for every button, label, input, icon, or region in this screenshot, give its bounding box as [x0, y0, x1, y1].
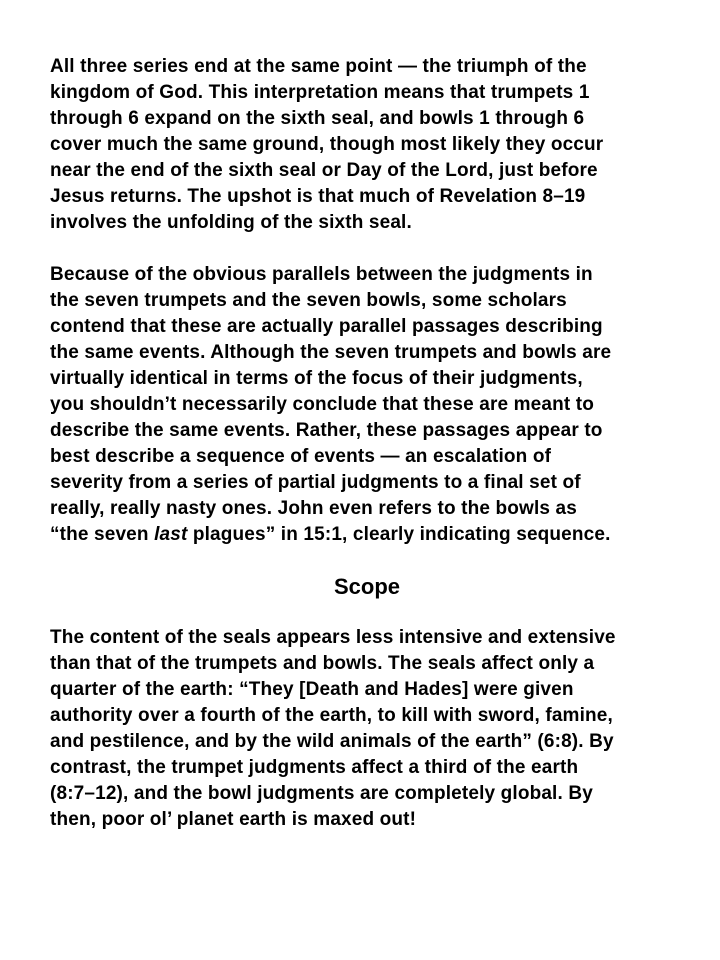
text-line: kingdom of God. This interpretation means that trumpets 1	[50, 82, 590, 103]
text-line: severity from a series of partial judgments to a final set of	[50, 472, 581, 493]
text-line: the same events. Although the seven trumpets and bowls are	[50, 342, 612, 363]
text-line: and pestilence, and by the wild animals of the earth” (6:8). By	[50, 731, 614, 752]
italic-word: last	[154, 524, 188, 545]
text-line: contrast, the trumpet judgments affect a third of the earth	[50, 757, 579, 778]
text-line: best describe a sequence of events — an escalation of	[50, 446, 552, 467]
text-line: Because of the obvious parallels between the judgments in	[50, 264, 593, 285]
text-line: quarter of the earth: “They [Death and Hades] were given	[50, 679, 574, 700]
text-line: through 6 expand on the sixth seal, and bowls 1 through 6	[50, 108, 585, 129]
text-line: then, poor ol’ planet earth is maxed out!	[50, 809, 417, 830]
paragraph-scope	[50, 625, 682, 833]
text-line: Jesus returns. The upshot is that much of Revelation 8–19	[50, 186, 586, 207]
section-heading: Scope	[333, 574, 401, 599]
text-fragment: “the seven	[50, 524, 155, 545]
paragraph-series-end	[50, 54, 682, 236]
paragraph-parallels	[50, 262, 682, 548]
text-line: authority over a fourth of the earth, to kill with sword, famine,	[50, 705, 613, 726]
text-fragment: plagues” in 15:1, clearly indicating sequence.	[187, 524, 611, 545]
text-line: the seven trumpets and the seven bowls, some scholars	[50, 290, 567, 311]
text-line: really, really nasty ones. John even refers to the bowls as	[50, 498, 577, 519]
text-line: contend that these are actually parallel passages describing	[50, 316, 603, 337]
text-line-last	[50, 522, 682, 548]
text-line: involves the unfolding of the sixth seal.	[50, 212, 412, 233]
text-line: cover much the same ground, though most likely they occur	[50, 134, 604, 155]
text-line: near the end of the sixth seal or Day of the Lord, just before	[50, 160, 598, 181]
text-line: you shouldn’t necessarily conclude that these are meant to	[50, 394, 595, 415]
text-line: describe the same events. Rather, these passages appear to	[50, 420, 603, 441]
text-line: All three series end at the same point — the triumph of the	[50, 56, 587, 77]
text-line: The content of the seals appears less intensive and extensive	[50, 627, 616, 648]
page-content	[50, 54, 682, 833]
text-line: than that of the trumpets and bowls. The seals affect only a	[50, 653, 595, 674]
text-line: (8:7–12), and the bowl judgments are completely global. By	[50, 783, 593, 804]
text-line: virtually identical in terms of the focus of their judgments,	[50, 368, 583, 389]
